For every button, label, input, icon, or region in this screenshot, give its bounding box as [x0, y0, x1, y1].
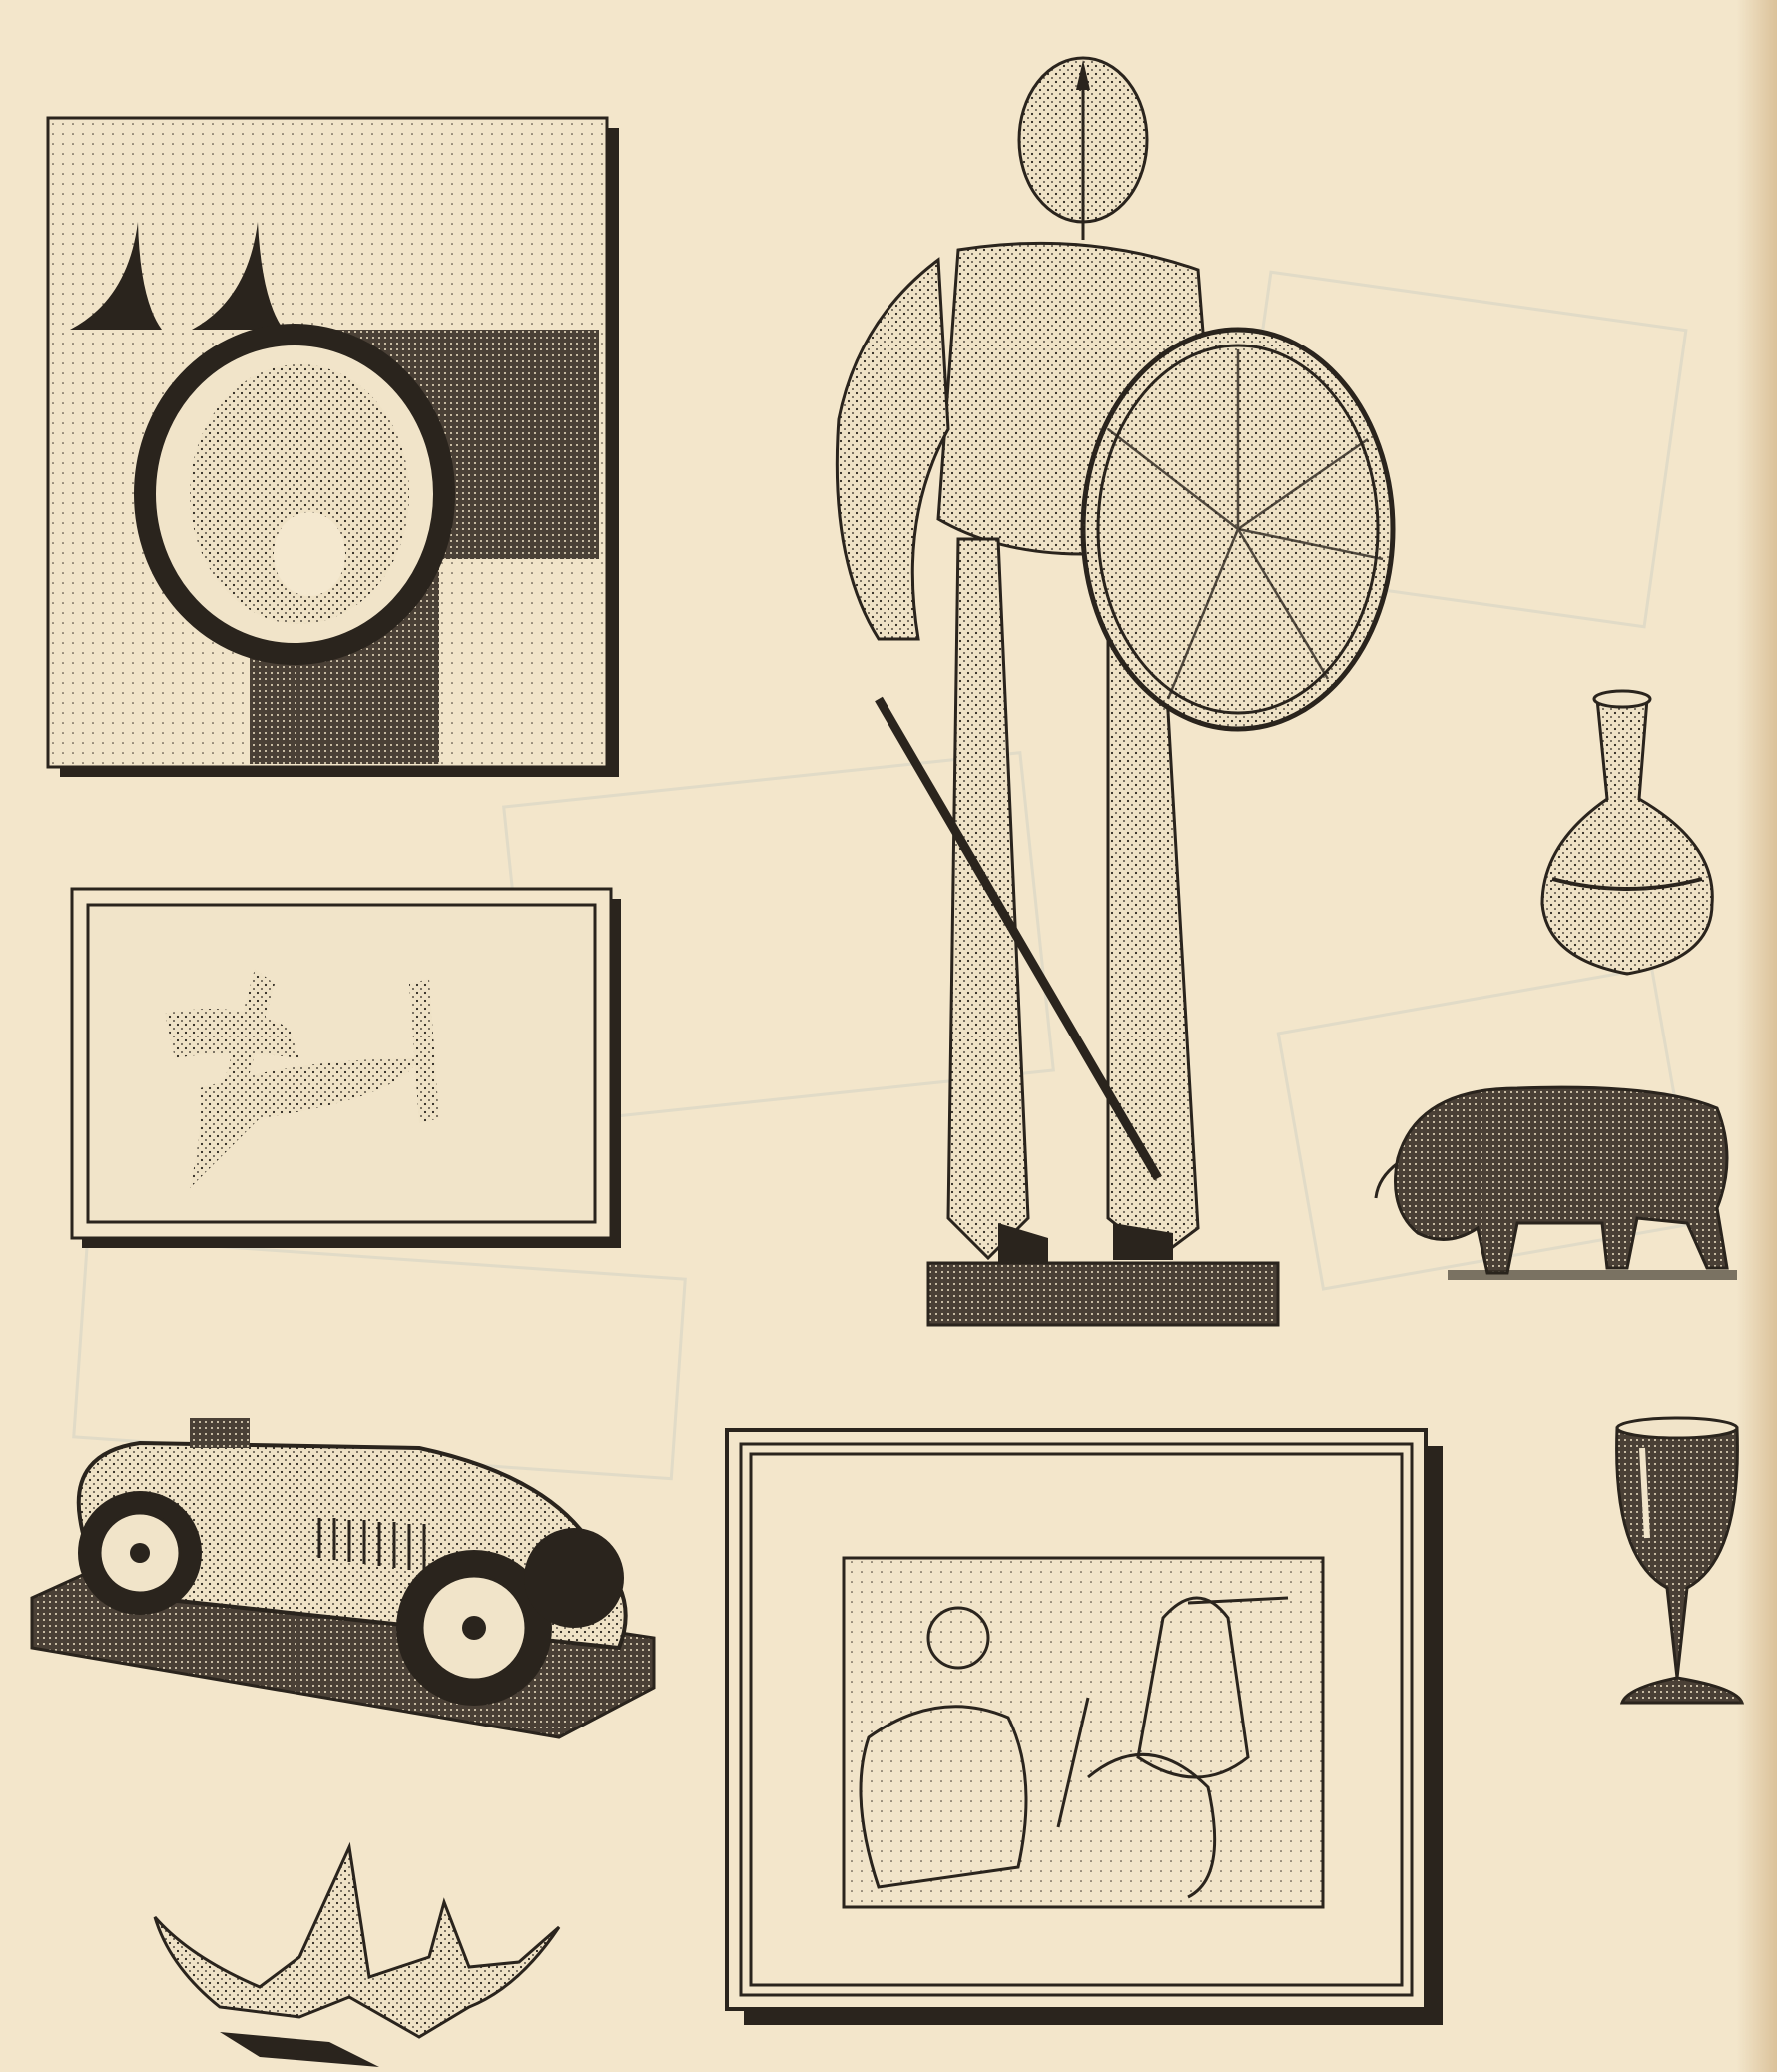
page-edge-shadow: [1737, 0, 1777, 2072]
framed-battle-painting-icon: [727, 1430, 1443, 2025]
spiked-sculpture-icon: [155, 1847, 559, 2067]
wine-goblet-icon: [1617, 1418, 1742, 1703]
bison-figurine-icon: [1376, 1087, 1737, 1280]
abstract-circle-painting-icon: [48, 118, 619, 777]
model-race-car-icon: [32, 1418, 654, 1737]
vase-icon: [1542, 691, 1712, 974]
knight-armor-statue-icon: [837, 58, 1393, 1325]
abstract-brush-painting-icon: [72, 889, 621, 1248]
